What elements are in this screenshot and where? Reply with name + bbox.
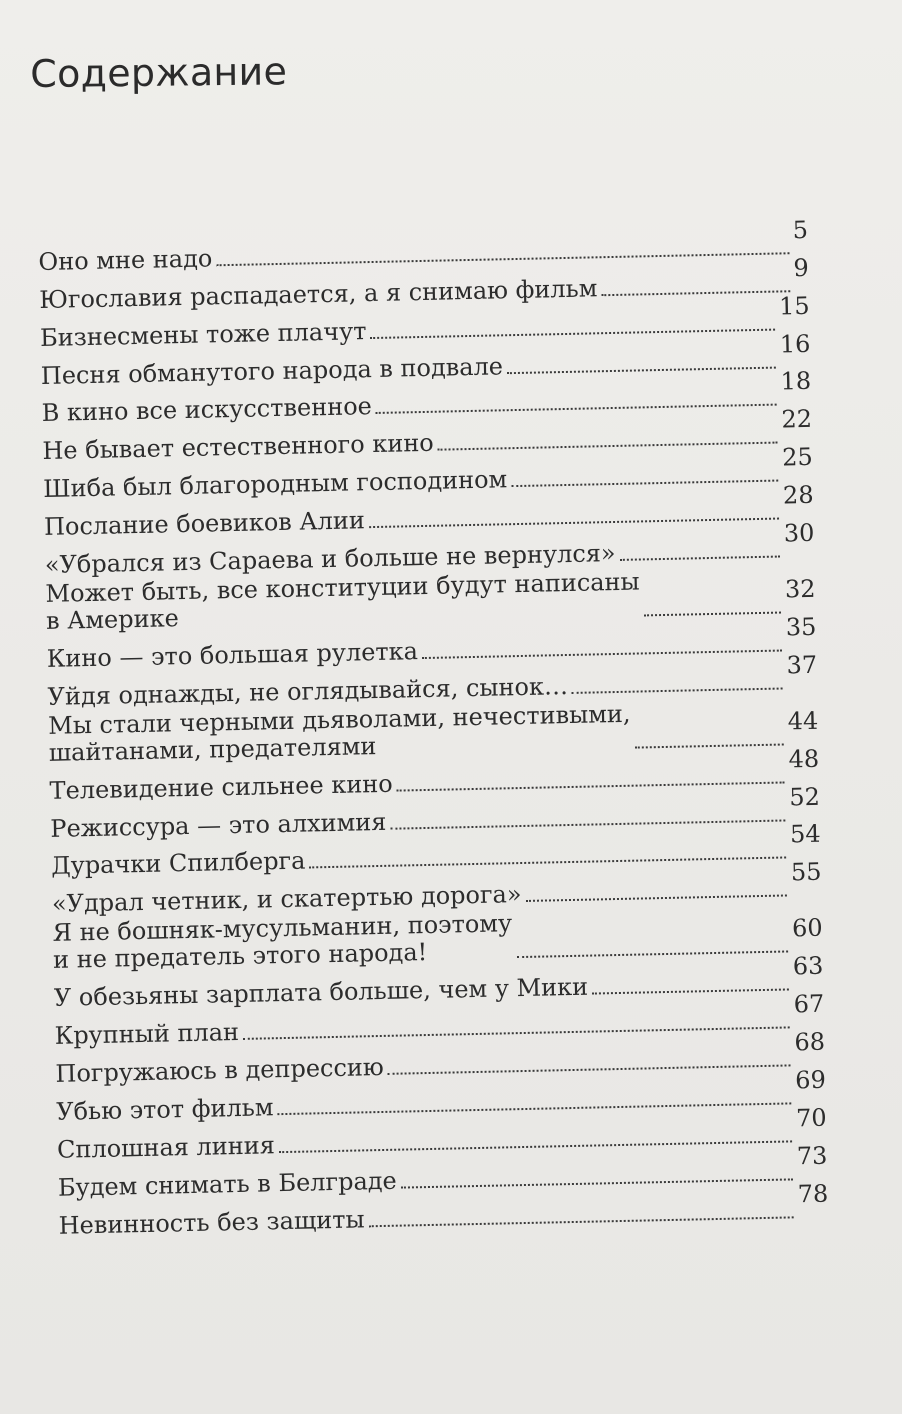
dot-leader [592, 989, 789, 995]
toc-entry-title-line: в Америке [45, 604, 180, 635]
toc-page-number: 69 [794, 1065, 827, 1095]
toc-entry-title-line: Югославия распадается, а я снимаю фильм [39, 274, 598, 314]
dot-leader [572, 687, 783, 693]
toc-page-number: 28 [782, 480, 814, 510]
toc-entry-title-line: Шиба был благородным господином [42, 465, 508, 504]
toc-entry-title-line: Не бывает естественного кино [42, 429, 435, 466]
dot-leader [644, 612, 781, 617]
toc-entry-title-line: Крупный план [54, 1018, 240, 1050]
dot-leader [517, 951, 789, 959]
toc-page-number: 48 [788, 744, 820, 774]
toc-page-number: 16 [779, 329, 811, 359]
toc-entry-title-line: Убью этот фильм [56, 1093, 274, 1126]
toc-page-number: 52 [789, 782, 821, 811]
table-of-contents [38, 215, 829, 1240]
toc-entry-title-line: «Убрался из Сараева и больше не вернулся» [44, 538, 616, 579]
dot-leader [601, 290, 790, 296]
toc-page-number: 37 [786, 650, 818, 680]
dot-leader [635, 743, 784, 748]
toc-page-number: 18 [780, 367, 812, 396]
toc-entry-title-line: Сплошная линия [56, 1131, 276, 1164]
toc-page-number: 30 [783, 518, 815, 548]
dot-leader [438, 442, 778, 451]
toc-entry-title-line: Режиссура — это алхимия [50, 807, 387, 843]
toc-entry-title-line: Уйдя однажды, не оглядывайся, сынок… [47, 671, 569, 711]
toc-entry-title-line: Может быть, все конституции будут написаны [45, 567, 640, 608]
toc-entry-title-line: шайтанами, предателями [48, 731, 377, 767]
toc-page-number: 5 [792, 215, 809, 245]
toc-entry-title-line: Бизнесмены тоже плачут [39, 316, 367, 352]
toc-entry-title [58, 1206, 364, 1239]
toc-entry-title-line: Я не бошняк-мусульманин, поэтому [52, 909, 513, 948]
dot-leader [507, 366, 776, 374]
toc-entry-title-line: Кино — это большая рулетка [46, 637, 419, 673]
toc-page-number: 67 [793, 989, 825, 1019]
toc-page-number: 54 [789, 820, 821, 849]
toc-entry-title-line: Песня обманутого народа в подвале [40, 351, 504, 390]
toc-entry-title-line: Оно мне надо [38, 244, 213, 276]
page-title: Содержание [30, 49, 288, 96]
dot-leader [511, 480, 778, 488]
toc-entry-title-line: Погружаюсь в депрессию [55, 1052, 385, 1088]
toc-page-number: 70 [795, 1103, 827, 1133]
toc-page-number: 44 [787, 706, 819, 736]
toc-entry-title [38, 245, 212, 276]
toc-page-number: 25 [781, 443, 814, 472]
dot-leader [620, 556, 781, 561]
toc-entry-title-line: Мы стали черными дьяволами, нечестивыми, [47, 699, 631, 740]
toc-entry-title-line: Дурачки Спилберга [50, 847, 306, 881]
toc-entry-title [52, 911, 513, 975]
toc-entry-title-line: Послание боевиков Алии [43, 506, 366, 542]
dot-leader [526, 895, 788, 902]
toc-entry-title-line: «Удрал четник, и скатертью дорога» [51, 880, 522, 919]
toc-page-number: 22 [781, 405, 813, 434]
toc-entry-title-line: В кино все искусственное [41, 392, 373, 428]
toc-page-number: 32 [784, 574, 816, 604]
toc-entry-title-line: У обезьяны зарплата больше, чем у Мики [53, 972, 589, 1013]
toc-entry-title [54, 1019, 239, 1050]
toc-page-number: 78 [797, 1179, 829, 1208]
toc-page-number: 60 [791, 914, 823, 943]
toc-entry-title-line: Будем снимать в Белграде [57, 1166, 397, 1202]
toc-page-number: 35 [785, 612, 817, 642]
toc-entry-title-line: Телевидение сильнее кино [49, 769, 393, 805]
toc-page-number: 9 [793, 253, 810, 282]
dot-leader [422, 649, 782, 659]
toc-entry-title-line: и не предатель этого народа! [52, 938, 428, 975]
toc-page-number: 63 [792, 951, 824, 981]
dot-leader [369, 1216, 794, 1227]
toc-page-number: 15 [778, 291, 810, 321]
toc-entry-title-line: Невинность без защиты [58, 1204, 365, 1240]
toc-page-number: 68 [794, 1027, 826, 1057]
toc-page-number: 55 [790, 858, 822, 887]
toc-page-number: 73 [796, 1141, 828, 1171]
